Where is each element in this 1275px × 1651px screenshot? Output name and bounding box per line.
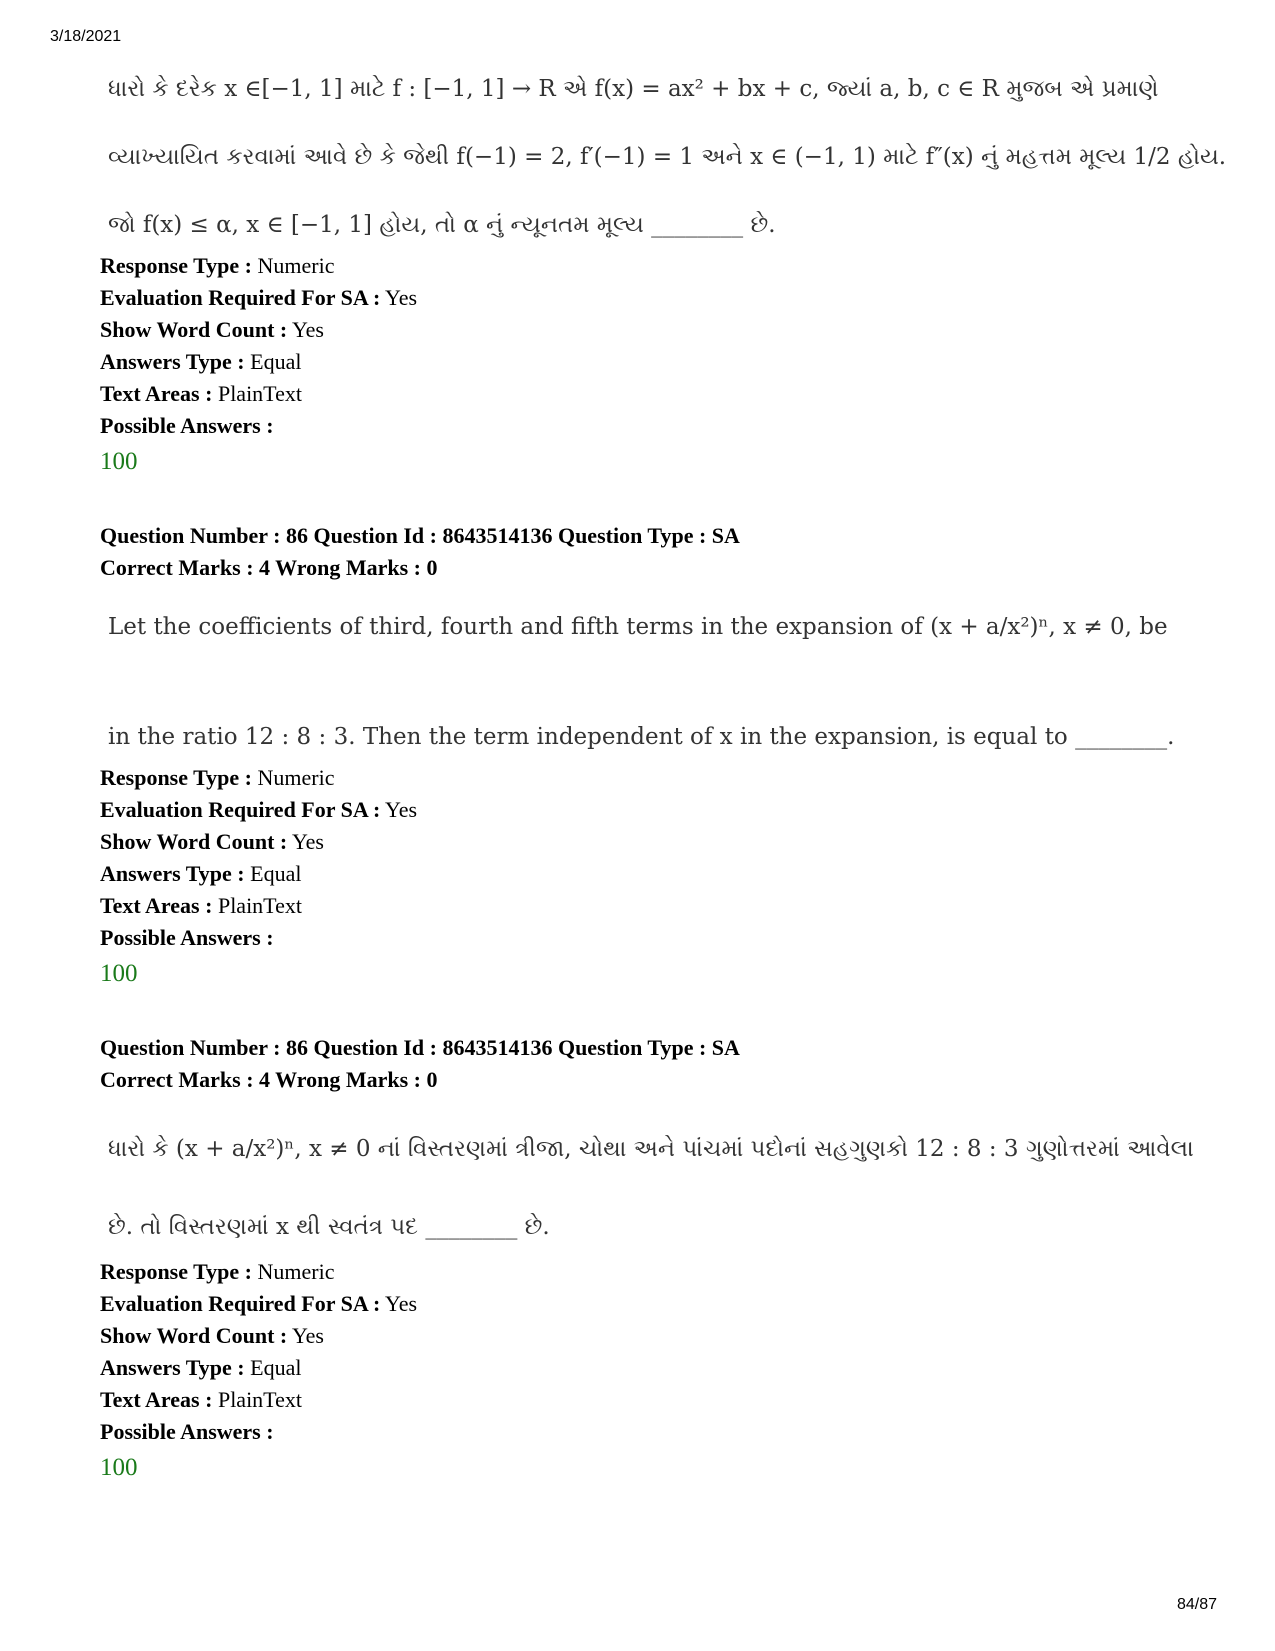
meta-row <box>100 378 1160 410</box>
meta-row <box>100 922 1160 954</box>
meta-label: Possible Answers : <box>100 413 274 438</box>
question-line: જો f(x) ≤ α, x ∈ [−1, 1] હોય, તો α નું ન્યૂનતમ મૂલ્ય ________ છે. <box>108 212 776 238</box>
question-id-line: Question Number : 86 Question Id : 8643514136 Question Type : SA <box>100 523 740 548</box>
question-header <box>100 520 1160 584</box>
meta-label: Possible Answers : <box>100 925 274 950</box>
meta-value: Yes <box>385 797 418 822</box>
meta-label: Answers Type : <box>100 861 245 886</box>
meta-row <box>100 1416 1160 1448</box>
meta-row <box>100 1320 1160 1352</box>
question-text-english <box>100 604 1175 760</box>
meta-row <box>100 1288 1160 1320</box>
meta-value: Yes <box>291 1323 324 1348</box>
meta-row <box>100 858 1160 890</box>
page-number: 84/87 <box>1176 1596 1217 1613</box>
meta-value: Numeric <box>257 765 335 790</box>
question-header <box>100 1032 1160 1096</box>
meta-row <box>100 346 1160 378</box>
meta-label: Evaluation Required For SA : <box>100 797 381 822</box>
question-line: ધારો કે (x + a/x²)ⁿ, x ≠ 0 નાં વિસ્તરણમાં ત્રીજા, ચોથા અને પાંચમાં પદોનાં સહગુણકો 12 : 8 : 3 ગુણોત્તરમાં આવેલા <box>108 1136 1194 1162</box>
possible-answer: 100 <box>100 1454 138 1481</box>
meta-value: PlainText <box>217 1387 302 1412</box>
meta-value: Yes <box>385 285 418 310</box>
meta-value: PlainText <box>217 381 302 406</box>
question-line: in the ratio 12 : 8 : 3. Then the term independent of x in the expansion, is equal to ________. <box>108 724 1175 750</box>
meta-value: Equal <box>250 349 302 374</box>
meta-row <box>100 794 1160 826</box>
meta-label: Evaluation Required For SA : <box>100 285 381 310</box>
meta-label: Show Word Count : <box>100 829 288 854</box>
meta-label: Evaluation Required For SA : <box>100 1291 381 1316</box>
question-meta <box>100 762 1160 954</box>
question-text-gujarati <box>100 66 1227 248</box>
meta-label: Response Type : <box>100 1259 252 1284</box>
question-meta <box>100 250 1160 442</box>
meta-value: Yes <box>291 317 324 342</box>
marks-line: Correct Marks : 4 Wrong Marks : 0 <box>100 555 438 580</box>
meta-value: Equal <box>250 1355 302 1380</box>
question-line: Let the coefficients of third, fourth and fifth terms in the expansion of (x + a/x²)ⁿ, x ≠ 0, be <box>108 614 1168 640</box>
meta-value: Yes <box>291 829 324 854</box>
question-text-gujarati <box>100 1126 1194 1250</box>
meta-row <box>100 250 1160 282</box>
meta-label: Text Areas : <box>100 1387 213 1412</box>
meta-value: Numeric <box>257 1259 335 1284</box>
meta-row <box>100 1352 1160 1384</box>
possible-answer: 100 <box>100 960 138 987</box>
meta-label: Answers Type : <box>100 349 245 374</box>
question-meta <box>100 1256 1160 1448</box>
meta-label: Text Areas : <box>100 893 213 918</box>
meta-label: Answers Type : <box>100 1355 245 1380</box>
meta-value: Numeric <box>257 253 335 278</box>
meta-row <box>100 1256 1160 1288</box>
meta-label: Response Type : <box>100 765 252 790</box>
marks-line: Correct Marks : 4 Wrong Marks : 0 <box>100 1067 438 1092</box>
print-date: 3/18/2021 <box>50 28 122 45</box>
meta-value: Yes <box>385 1291 418 1316</box>
meta-row <box>100 314 1160 346</box>
meta-label: Possible Answers : <box>100 1419 274 1444</box>
meta-value: Equal <box>250 861 302 886</box>
meta-row <box>100 762 1160 794</box>
meta-label: Text Areas : <box>100 381 213 406</box>
meta-label: Show Word Count : <box>100 1323 288 1348</box>
meta-label: Show Word Count : <box>100 317 288 342</box>
question-line: ધારો કે દરેક x ∈[−1, 1] માટે f : [−1, 1] → R એ f(x) = ax² + bx + c, જ્યાં a, b, c ∈ R મુજબ એ પ્રમાણે <box>108 76 1159 102</box>
meta-row <box>100 826 1160 858</box>
meta-label: Response Type : <box>100 253 252 278</box>
question-line: છે. તો વિસ્તરણમાં x થી સ્વતંત્ર પદ ________ છે. <box>108 1214 550 1240</box>
meta-row <box>100 282 1160 314</box>
question-line: વ્યાખ્યાયિત કરવામાં આવે છે કે જેથી f(−1) = 2, f′(−1) = 1 અને x ∈ (−1, 1) માટે f″(x) નું મહત્તમ મૂલ્ય 1/2 હોય. <box>108 144 1227 170</box>
meta-row <box>100 1384 1160 1416</box>
meta-row <box>100 410 1160 442</box>
meta-row <box>100 890 1160 922</box>
question-id-line: Question Number : 86 Question Id : 8643514136 Question Type : SA <box>100 1035 740 1060</box>
meta-value: PlainText <box>217 893 302 918</box>
document-body <box>100 60 1227 1486</box>
possible-answer: 100 <box>100 448 138 475</box>
